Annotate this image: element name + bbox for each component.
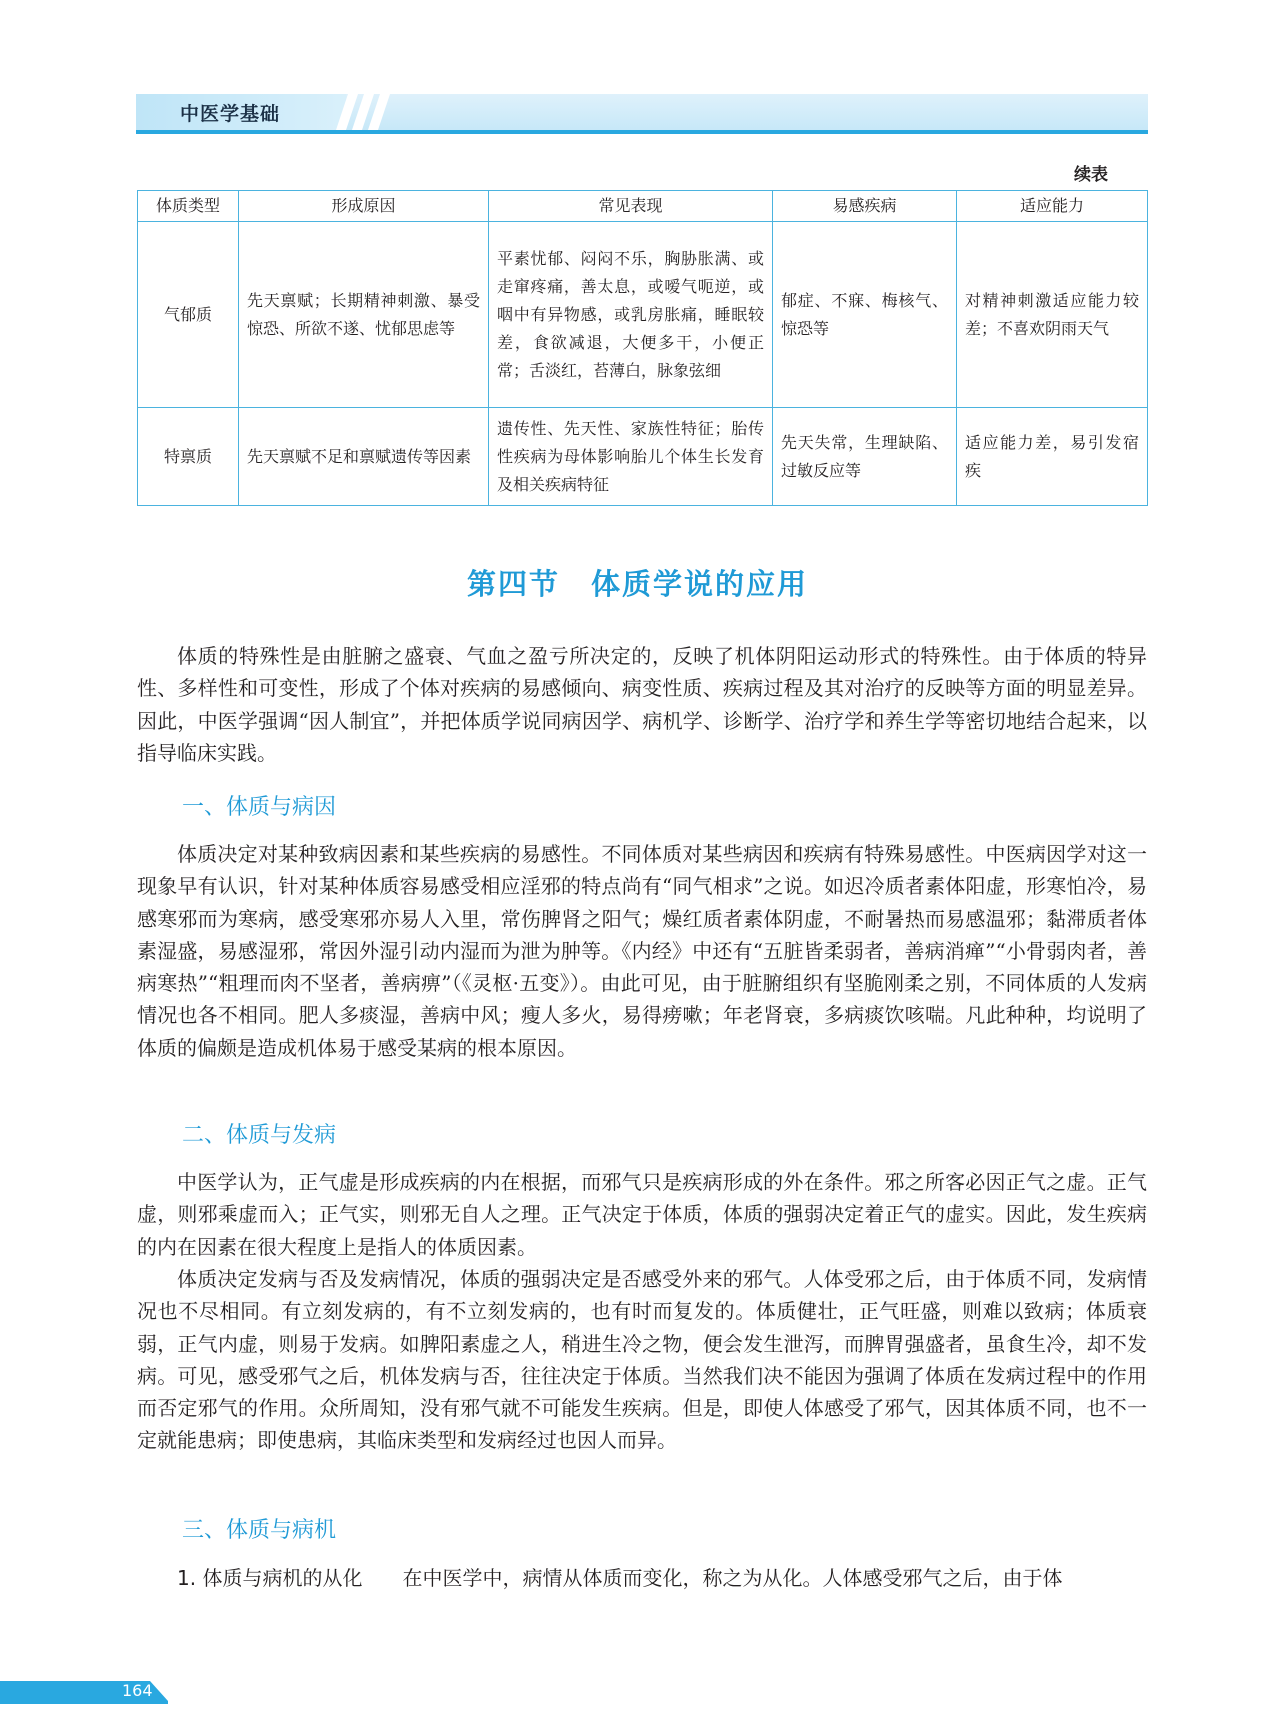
page-number: 164 <box>122 1681 153 1700</box>
table-cell-manifestation: 平素忧郁、闷闷不乐，胸胁胀满、或走窜疼痛，善太息，或嗳气呃逆，或咽中有异物感，或乳房胀痛，睡眠较差，食欲减退，大便多干，小便正常；舌淡红，苔薄白，脉象弦细 <box>489 222 773 408</box>
subsection-heading-pathogenesis: 三、体质与病机 <box>182 1518 337 1543</box>
etiology-paragraph: 体质决定对某种致病因素和某些疾病的易感性。不同体质对某些病因和疾病有特殊易感性。中医病因学对这一现象早有认识，针对某种体质容易感受相应淫邪的特点尚有“同气相求”之说。如迟冷质者素体阳虚，形寒怕冷，易感寒邪而为寒病，感受寒邪亦易人入里，常伤脾肾之阳气；燥红质者素体阴虚，不耐暑热而易感温邪；黏滞质者体素湿盛，易感湿邪，常因外湿引动内湿而为泄为肿等。《内经》中还有“五脏皆柔弱者，善病消瘅”“小骨弱肉者，善病寒热”“粗理而肉不坚者，善病痹”（《灵枢·五变》）。由此可见，由于脏腑组织有坚脆刚柔之别，不同体质的人发病情况也各不相同。肥人多痰湿，善病中风；瘦人多火，易得痨嗽；年老肾衰，多病痰饮咳喘。凡此种种，均说明了体质的偏颇是造成机体易于感受某病的根本原因。 <box>137 842 1147 1060</box>
footer-rule <box>0 1701 168 1704</box>
constitution-table <box>137 190 1148 506</box>
table-cell-type: 特禀质 <box>138 408 239 506</box>
table-cell-adaptability: 适应能力差，易引发宿疾 <box>957 408 1148 506</box>
table-cell-manifestation: 遗传性、先天性、家族性特征；胎传性疾病为母体影响胎儿个体生长发育及相关疾病特征 <box>489 408 773 506</box>
header-stripes-decoration <box>336 94 396 130</box>
column-header: 适应能力 <box>957 191 1148 222</box>
header-rule <box>136 130 1148 134</box>
numbered-item-text: 在中医学中，病情从体质而变化，称之为从化。人体感受邪气之后，由于体 <box>402 1566 1063 1590</box>
pathogenesis-paragraph <box>137 1562 1147 1594</box>
table-cell-cause: 先天禀赋不足和禀赋遗传等因素 <box>239 408 489 506</box>
subsection-heading-etiology: 一、体质与病因 <box>182 795 337 820</box>
onset-paragraph-2: 体质决定发病与否及发病情况，体质的强弱决定是否感受外来的邪气。人体受邪之后，由于体质不同，发病情况也不尽相同。有立刻发病的，有不立刻发病的，也有时而复发的。体质健壮，正气旺盛，则难以致病；体质衰弱，正气内虚，则易于发病。如脾阳素虚之人，稍进生冷之物，便会发生泄泻，而脾胃强盛者，虽食生冷，却不发病。可见，感受邪气之后，机体发病与否，往往决定于体质。当然我们决不能因为强调了体质在发病过程中的作用而否定邪气的作用。众所周知，没有邪气就不可能发生疾病。但是，即使人体感受了邪气，因其体质不同，也不一定就能患病；即使患病，其临床类型和发病经过也因人而异。 <box>137 1267 1147 1453</box>
table-cell-type: 气郁质 <box>138 222 239 408</box>
subsection-heading-onset: 二、体质与发病 <box>182 1123 337 1148</box>
table-continued-label: 续表 <box>1074 165 1108 185</box>
intro-paragraph: 体质的特殊性是由脏腑之盛衰、气血之盈亏所决定的，反映了机体阴阳运动形式的特殊性。由于体质的特异性、多样性和可变性，形成了个体对疾病的易感倾向、病变性质、疾病过程及其对治疗的反映等方面的明显差异。因此，中医学强调“因人制宜”，并把体质学说同病因学、病机学、诊断学、治疗学和养生学等密切地结合起来，以指导临床实践。 <box>137 644 1147 765</box>
table-cell-diseases: 郁症、不寐、梅核气、惊恐等 <box>773 222 957 408</box>
column-header: 形成原因 <box>239 191 489 222</box>
table-cell-adaptability: 对精神刺激适应能力较差；不喜欢阴雨天气 <box>957 222 1148 408</box>
numbered-item-title: 1. 体质与病机的从化 <box>177 1566 363 1590</box>
book-title: 中医学基础 <box>180 103 281 125</box>
column-header: 体质类型 <box>138 191 239 222</box>
table-header-row <box>138 191 1148 222</box>
table-cell-diseases: 先天失常，生理缺陷、过敏反应等 <box>773 408 957 506</box>
table-cell-cause: 先天禀赋；长期精神刺激、暴受惊恐、所欲不遂、忧郁思虑等 <box>239 222 489 408</box>
onset-paragraph-1: 中医学认为，正气虚是形成疾病的内在根据，而邪气只是疾病形成的外在条件。邪之所客必因正气之虚。正气虚，则邪乘虚而入；正气实，则邪无自人之理。正气决定于体质，体质的强弱决定着正气的虚实。因此，发生疾病的内在因素在很大程度上是指人的体质因素。 <box>137 1170 1147 1259</box>
table-row <box>138 222 1148 408</box>
column-header: 易感疾病 <box>773 191 957 222</box>
column-header: 常见表现 <box>489 191 773 222</box>
table-row <box>138 408 1148 506</box>
section-title: 第四节 体质学说的应用 <box>466 567 808 601</box>
